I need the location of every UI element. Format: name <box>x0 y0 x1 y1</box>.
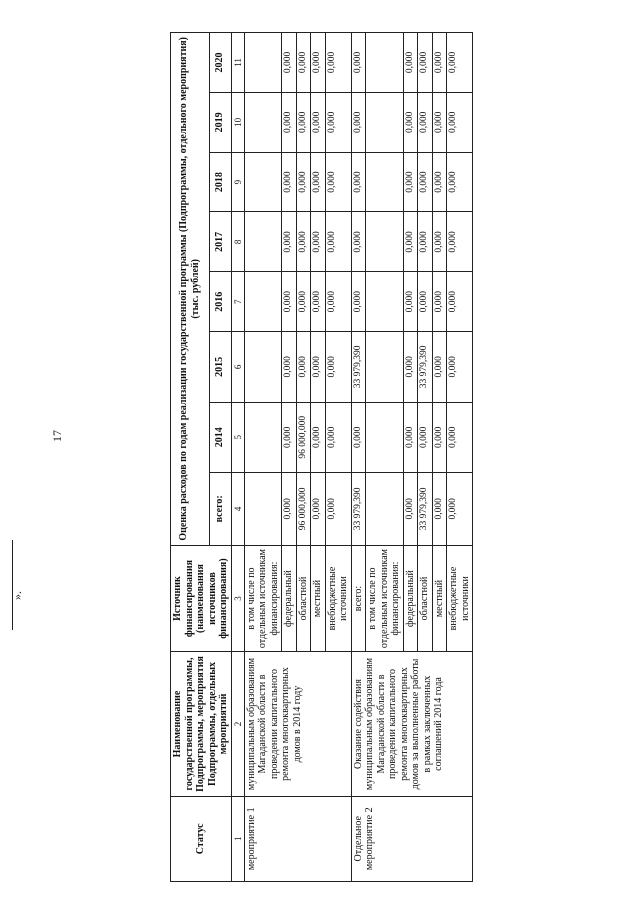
header-year: 2018 <box>209 152 231 212</box>
header-year: 2015 <box>209 332 231 402</box>
value-cell: 0,000 <box>296 332 311 402</box>
value-cell: 0,000 <box>325 92 351 152</box>
source-cell: в том числе по отдельным источникам финансирования: <box>244 545 282 652</box>
value-cell: 96 000,000 <box>296 473 311 546</box>
column-number: 3 <box>231 545 244 652</box>
value-cell: 0,000 <box>325 402 351 472</box>
value-cell: 0,000 <box>432 402 447 472</box>
value-cell: 33 979,390 <box>351 473 366 546</box>
header-source: Источник финансирования (наименования источников финансирования) <box>171 545 232 652</box>
value-cell <box>244 332 282 402</box>
table-row <box>244 33 282 882</box>
value-cell: 0,000 <box>282 272 297 332</box>
source-cell: федеральный <box>282 545 297 652</box>
value-cell: 0,000 <box>325 473 351 546</box>
status-cell: Отдельное мероприятие 2 <box>351 796 473 881</box>
value-cell <box>366 332 404 402</box>
source-cell: в том числе по отдельным источникам финансирования: <box>366 545 404 652</box>
value-cell: 0,000 <box>418 33 433 93</box>
value-cell: 0,000 <box>418 212 433 272</box>
value-cell: 0,000 <box>447 152 473 212</box>
value-cell: 0,000 <box>403 212 418 272</box>
value-cell: 0,000 <box>282 212 297 272</box>
source-cell: всего: <box>351 545 366 652</box>
header-year: 2017 <box>209 212 231 272</box>
header-estimate: Оценка расходов по годам реализации государственной программы (Подпрограммы, отдельного мероприятия) (тыс. рублей) <box>171 33 210 546</box>
value-cell: 0,000 <box>432 33 447 93</box>
block-measure-2 <box>351 33 473 882</box>
value-cell: 0,000 <box>432 272 447 332</box>
value-cell: 33 979,390 <box>351 332 366 402</box>
value-cell: 0,000 <box>418 402 433 472</box>
column-number-row <box>231 33 244 882</box>
source-cell: областной <box>296 545 311 652</box>
value-cell: 0,000 <box>418 92 433 152</box>
value-cell: 0,000 <box>351 33 366 93</box>
value-cell: 0,000 <box>403 332 418 402</box>
value-cell <box>244 272 282 332</box>
value-cell: 0,000 <box>325 33 351 93</box>
value-cell: 0,000 <box>282 332 297 402</box>
value-cell <box>366 212 404 272</box>
value-cell: 0,000 <box>296 212 311 272</box>
value-cell: 0,000 <box>282 402 297 472</box>
value-cell: 0,000 <box>351 402 366 472</box>
value-cell: 0,000 <box>311 152 326 212</box>
page-number: 17 <box>50 430 64 442</box>
table-row <box>351 33 366 882</box>
column-number: 5 <box>231 402 244 472</box>
signature-line <box>12 540 13 630</box>
value-cell: 0,000 <box>311 332 326 402</box>
value-cell: 0,000 <box>311 402 326 472</box>
header-year: 2020 <box>209 33 231 93</box>
value-cell <box>366 473 404 546</box>
value-cell: 0,000 <box>351 272 366 332</box>
header-year: 2014 <box>209 402 231 472</box>
value-cell: 0,000 <box>447 332 473 402</box>
value-cell: 0,000 <box>282 152 297 212</box>
source-cell: внебюджетные источники <box>447 545 473 652</box>
value-cell: 33 979,390 <box>418 332 433 402</box>
value-cell: 0,000 <box>282 473 297 546</box>
value-cell <box>366 402 404 472</box>
column-number: 1 <box>231 796 244 881</box>
header-name: Наименование государственной программы, Подпрограммы, мероприятия Подпрограммы, отдельных мероприятий <box>171 652 232 796</box>
block-measure-1 <box>244 33 351 882</box>
value-cell <box>366 33 404 93</box>
value-cell: 0,000 <box>296 272 311 332</box>
header-year: 2016 <box>209 272 231 332</box>
value-cell: 0,000 <box>432 332 447 402</box>
value-cell: 0,000 <box>296 33 311 93</box>
value-cell: 0,000 <box>282 92 297 152</box>
value-cell <box>244 152 282 212</box>
value-cell: 0,000 <box>311 272 326 332</box>
budget-table-sheet <box>170 32 500 882</box>
value-cell <box>366 92 404 152</box>
value-cell <box>244 33 282 93</box>
value-cell: 0,000 <box>351 152 366 212</box>
value-cell <box>244 402 282 472</box>
source-cell: областной <box>418 545 433 652</box>
value-cell: 0,000 <box>432 473 447 546</box>
column-number: 2 <box>231 652 244 796</box>
value-cell: 0,000 <box>403 402 418 472</box>
value-cell: 0,000 <box>311 212 326 272</box>
column-number: 9 <box>231 152 244 212</box>
value-cell: 0,000 <box>325 152 351 212</box>
name-cell: Оказание содействия муниципальным образованиям Магаданской области в проведении капитального ремонта многоквартирных домов за выполненные работы в рамках заключенных соглашений 2014 года <box>351 652 473 796</box>
source-cell: местный <box>311 545 326 652</box>
value-cell: 0,000 <box>432 212 447 272</box>
header-status: Статус <box>171 796 232 881</box>
value-cell: 0,000 <box>325 272 351 332</box>
value-cell: 0,000 <box>351 92 366 152</box>
value-cell <box>244 92 282 152</box>
value-cell <box>366 272 404 332</box>
value-cell: 0,000 <box>418 272 433 332</box>
value-cell: 96 000,000 <box>296 402 311 472</box>
value-cell: 0,000 <box>432 92 447 152</box>
value-cell: 0,000 <box>403 473 418 546</box>
name-cell: муниципальным образованиям Магаданской области в проведении капитального ремонта многоквартирных домов в 2014 году <box>244 652 351 796</box>
status-cell: мероприятие 1 <box>244 796 351 881</box>
value-cell: 0,000 <box>282 33 297 93</box>
value-cell: 0,000 <box>447 92 473 152</box>
header-total: всего: <box>209 473 231 546</box>
value-cell <box>366 152 404 212</box>
value-cell: 0,000 <box>311 473 326 546</box>
value-cell: 0,000 <box>403 92 418 152</box>
value-cell: 0,000 <box>311 33 326 93</box>
column-number: 4 <box>231 473 244 546</box>
value-cell: 0,000 <box>447 33 473 93</box>
closing-mark: ». <box>10 591 24 600</box>
value-cell: 0,000 <box>403 152 418 212</box>
value-cell: 33 979,390 <box>418 473 433 546</box>
column-number: 10 <box>231 92 244 152</box>
value-cell <box>244 212 282 272</box>
value-cell: 0,000 <box>296 152 311 212</box>
column-number: 7 <box>231 272 244 332</box>
value-cell: 0,000 <box>351 212 366 272</box>
column-number: 8 <box>231 212 244 272</box>
value-cell: 0,000 <box>296 92 311 152</box>
header-row-1 <box>171 33 210 882</box>
value-cell: 0,000 <box>432 152 447 212</box>
source-cell: федеральный <box>403 545 418 652</box>
value-cell: 0,000 <box>447 212 473 272</box>
value-cell <box>244 473 282 546</box>
header-year: 2019 <box>209 92 231 152</box>
value-cell: 0,000 <box>311 92 326 152</box>
source-cell: внебюджетные источники <box>325 545 351 652</box>
value-cell: 0,000 <box>403 33 418 93</box>
column-number: 11 <box>231 33 244 93</box>
value-cell: 0,000 <box>403 272 418 332</box>
value-cell: 0,000 <box>325 212 351 272</box>
column-number: 6 <box>231 332 244 402</box>
budget-table <box>170 32 473 882</box>
value-cell: 0,000 <box>447 473 473 546</box>
source-cell: местный <box>432 545 447 652</box>
value-cell: 0,000 <box>447 402 473 472</box>
value-cell: 0,000 <box>418 152 433 212</box>
value-cell: 0,000 <box>447 272 473 332</box>
value-cell: 0,000 <box>325 332 351 402</box>
